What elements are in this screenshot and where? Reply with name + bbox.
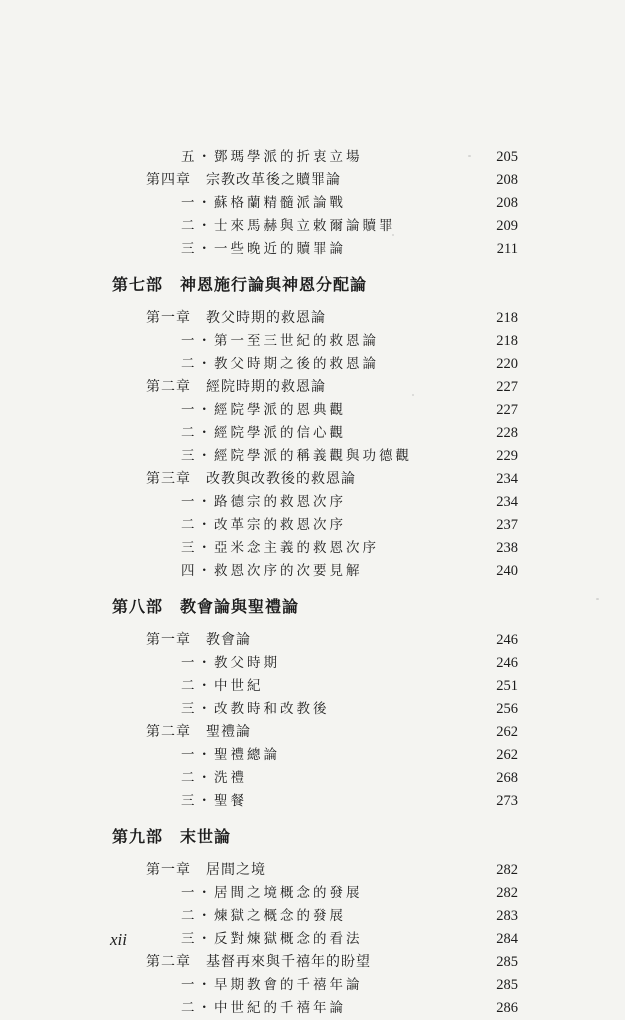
toc-chapter-title: 第二章 聖禮論 <box>146 724 251 740</box>
toc-part-row <box>0 268 625 302</box>
toc-page-number: 262 <box>496 747 518 763</box>
scan-speck <box>468 155 471 157</box>
toc-section-title: 二・改革宗的救恩次序 <box>181 517 346 533</box>
toc-section-row <box>0 215 625 238</box>
toc-section-title: 四・救恩次序的次要見解 <box>181 563 363 579</box>
toc-chapter-title: 第一章 教會論 <box>146 632 251 648</box>
toc-page-number: 234 <box>496 494 518 510</box>
toc-section-title: 二・煉獄之概念的發展 <box>181 908 346 924</box>
toc-page-number: 286 <box>496 1000 518 1016</box>
toc-section-title: 三・一些晚近的贖罪論 <box>181 241 346 257</box>
toc-page-number: 208 <box>496 172 518 188</box>
toc-section-row <box>0 537 625 560</box>
page-number: xii <box>110 930 127 949</box>
toc-section-row <box>0 353 625 376</box>
toc-page-number: 237 <box>496 517 518 533</box>
toc-chapter-row <box>0 951 625 974</box>
toc-page-number: 227 <box>496 402 518 418</box>
toc-section-row <box>0 146 625 169</box>
toc-section-title: 三・改教時和改教後 <box>181 701 330 717</box>
toc-chapter-row <box>0 721 625 744</box>
toc-chapter-row <box>0 169 625 192</box>
toc-section-title: 一・教父時期 <box>181 655 280 671</box>
toc-chapter-row <box>0 307 625 330</box>
toc-section-row <box>0 330 625 353</box>
toc-page-number: 283 <box>496 908 518 924</box>
toc-page-number: 220 <box>496 356 518 372</box>
toc-section-row <box>0 399 625 422</box>
toc-section-row <box>0 560 625 583</box>
toc-page-number: 205 <box>496 149 518 165</box>
toc-section-title: 五・鄧瑪學派的折衷立場 <box>181 149 363 165</box>
toc-page-number: 229 <box>496 448 518 464</box>
toc-section-title: 二・中世紀 <box>181 678 264 694</box>
toc-page-number: 268 <box>496 770 518 786</box>
toc-section-row <box>0 997 625 1020</box>
scan-speck <box>392 234 394 236</box>
toc-section-row <box>0 652 625 675</box>
toc-section-row <box>0 491 625 514</box>
toc-page-number: 211 <box>496 241 518 257</box>
toc-chapter-row <box>0 376 625 399</box>
toc-page-number: 262 <box>496 724 518 740</box>
toc-section-title: 一・第一至三世紀的救恩論 <box>181 333 379 349</box>
toc-section-row <box>0 790 625 813</box>
toc-section-row <box>0 882 625 905</box>
toc-part-title: 第七部 神恩施行論與神恩分配論 <box>112 275 368 294</box>
toc-section-row <box>0 767 625 790</box>
toc-section-row <box>0 905 625 928</box>
toc-part-row <box>0 590 625 624</box>
toc-section-title: 一・早期教會的千禧年論 <box>181 977 363 993</box>
toc-page-number: 285 <box>496 954 518 970</box>
toc-section-title: 二・士來馬赫與立敕爾論贖罪 <box>181 218 396 234</box>
toc-section-row <box>0 675 625 698</box>
toc-page-number: 256 <box>496 701 518 717</box>
toc-section-row <box>0 744 625 767</box>
toc-section-title: 一・居間之境概念的發展 <box>181 885 363 901</box>
toc-part-title: 第八部 教會論與聖禮論 <box>112 597 300 616</box>
toc-chapter-row <box>0 629 625 652</box>
toc-part-row <box>0 820 625 854</box>
toc-section-row <box>0 238 625 261</box>
toc-section-title: 一・路德宗的救恩次序 <box>181 494 346 510</box>
toc-page-number: 285 <box>496 977 518 993</box>
toc-chapter-row <box>0 468 625 491</box>
toc-page-number: 227 <box>496 379 518 395</box>
toc-page-number: 251 <box>496 678 518 694</box>
scan-speck <box>412 394 414 396</box>
toc-chapter-row <box>0 859 625 882</box>
toc-chapter-title: 第三章 改教與改教後的救恩論 <box>146 471 356 487</box>
toc-chapter-title: 第二章 經院時期的救恩論 <box>146 379 326 395</box>
toc-chapter-title: 第二章 基督再來與千禧年的盼望 <box>146 954 371 970</box>
toc-page-number: 218 <box>496 310 518 326</box>
toc-section-title: 二・洗禮 <box>181 770 247 786</box>
toc-section-title: 二・經院學派的信心觀 <box>181 425 346 441</box>
toc-section-row <box>0 698 625 721</box>
toc-chapter-title: 第四章 宗教改革後之贖罪論 <box>146 172 341 188</box>
toc-section-row <box>0 928 625 951</box>
toc-section-title: 三・經院學派的稱義觀與功德觀 <box>181 448 412 464</box>
toc-section-title: 一・聖禮總論 <box>181 747 280 763</box>
toc-section-title: 三・亞米念主義的救恩次序 <box>181 540 379 556</box>
toc-section-row <box>0 192 625 215</box>
toc-page-number: 284 <box>496 931 518 947</box>
toc-page-number: 234 <box>496 471 518 487</box>
toc-page-number: 282 <box>496 885 518 901</box>
toc-page-number: 209 <box>496 218 518 234</box>
toc-page-number: 246 <box>496 632 518 648</box>
scan-speck <box>596 598 599 600</box>
toc-page-number: 273 <box>496 793 518 809</box>
toc-section-row <box>0 445 625 468</box>
toc-page-number: 218 <box>496 333 518 349</box>
toc-section-title: 三・聖餐 <box>181 793 247 809</box>
toc-section-title: 二・教父時期之後的救恩論 <box>181 356 379 372</box>
table-of-contents <box>0 146 625 1020</box>
toc-section-title: 二・中世紀的千禧年論 <box>181 1000 346 1016</box>
toc-page-number: 228 <box>496 425 518 441</box>
toc-page-number: 238 <box>496 540 518 556</box>
toc-chapter-title: 第一章 教父時期的救恩論 <box>146 310 326 326</box>
toc-page-number: 208 <box>496 195 518 211</box>
toc-page-number: 246 <box>496 655 518 671</box>
toc-section-title: 一・蘇格蘭精髓派論戰 <box>181 195 346 211</box>
toc-section-row <box>0 514 625 537</box>
toc-section-title: 一・經院學派的恩典觀 <box>181 402 346 418</box>
toc-page-number: 282 <box>496 862 518 878</box>
toc-part-title: 第九部 末世論 <box>112 827 232 846</box>
toc-section-row <box>0 974 625 997</box>
toc-section-row <box>0 422 625 445</box>
toc-chapter-title: 第一章 居間之境 <box>146 862 266 878</box>
toc-section-title: 三・反對煉獄概念的看法 <box>181 931 363 947</box>
toc-page-number: 240 <box>496 563 518 579</box>
